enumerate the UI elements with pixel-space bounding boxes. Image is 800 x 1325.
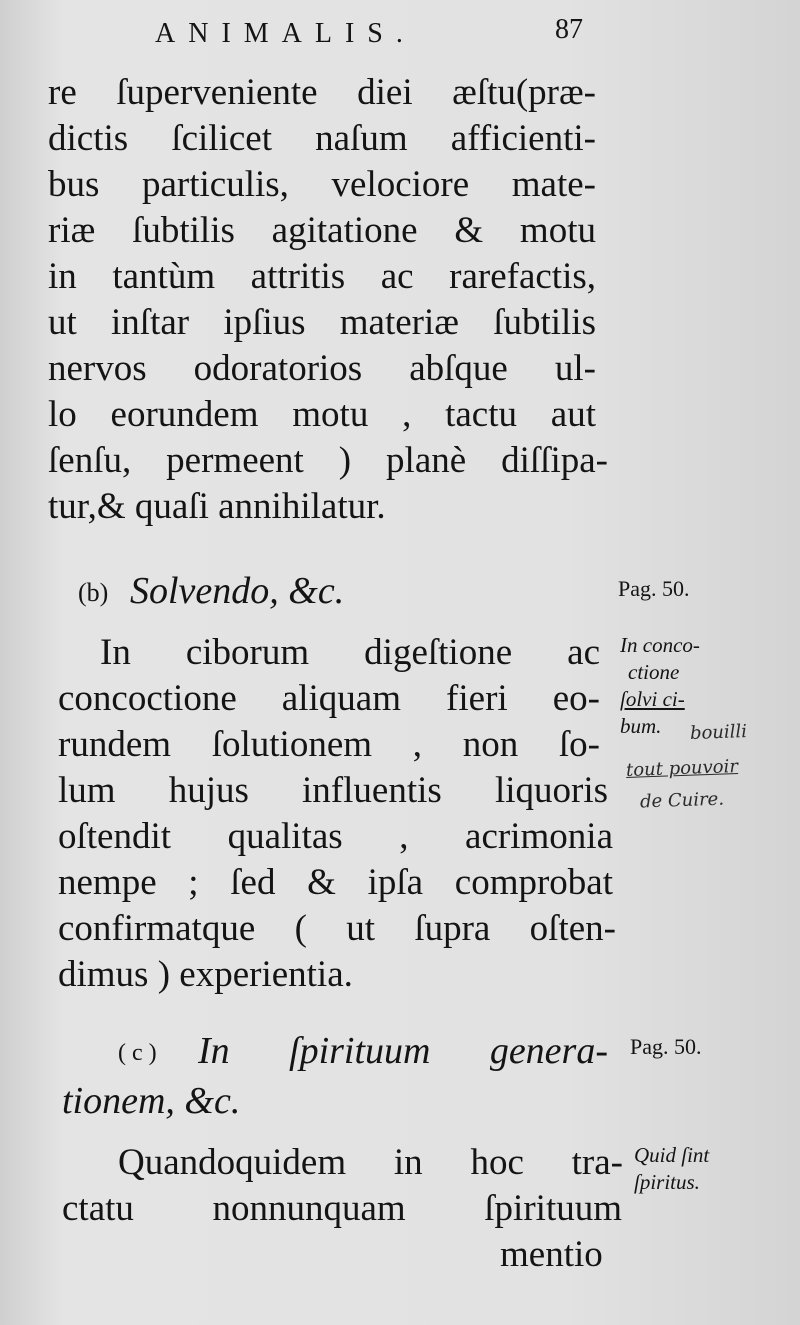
- text-line: re ſuperveniente diei æſtu(præ-: [48, 72, 596, 113]
- text-line: In ciborum digeſtione ac: [100, 632, 600, 673]
- margin-note-line: In conco-: [620, 633, 700, 657]
- text-line: rundem ſolutionem , non ſo-: [58, 724, 600, 765]
- handwritten-note-line: bouilli: [689, 721, 748, 744]
- text-line: ctatu nonnunquam ſpirituum: [62, 1188, 622, 1229]
- page-number: 87: [555, 14, 583, 45]
- text-line: dimus ) experientia.: [58, 954, 353, 995]
- margin-note-line: ſpiritus.: [634, 1170, 700, 1194]
- text-line: bus particulis, velociore mate-: [48, 164, 596, 205]
- text-line: lo eorundem motu , tactu aut: [48, 394, 596, 435]
- text-line: oſtendit qualitas , acrimonia: [58, 816, 613, 857]
- handwritten-note-line: tout pouvoir: [625, 756, 739, 781]
- text-line: mentio: [500, 1234, 603, 1275]
- text-line: lum hujus influentis liquoris: [58, 770, 608, 811]
- text-line: dictis ſcilicet naſum afficienti-: [48, 118, 596, 159]
- text-line: ut inſtar ipſius materiæ ſubtilis: [48, 302, 596, 343]
- text-line: ſenſu, permeent ) planè diſſipa-: [48, 440, 608, 481]
- text-line: tur,& quaſi annihilatur.: [48, 486, 386, 527]
- margin-note-line: ſolvi ci-: [620, 687, 685, 711]
- note-marker-b: (b): [78, 578, 109, 607]
- margin-note-line: bum.: [620, 714, 662, 738]
- margin-note-line: ctione: [628, 660, 680, 684]
- text-line: Quandoquidem in hoc tra-: [118, 1142, 623, 1183]
- text-line: riæ ſubtilis agitatione & motu: [48, 210, 596, 251]
- page-reference-c: Pag. 50.: [630, 1034, 702, 1059]
- note-marker-c: ( c ): [118, 1040, 157, 1066]
- section-c-heading-cont: tionem, &c.: [62, 1080, 241, 1122]
- text-line: nervos odoratorios abſque ul-: [48, 348, 596, 389]
- handwritten-note-line: de Cuire.: [639, 788, 725, 813]
- section-b-heading: Solvendo, &c.: [130, 570, 345, 612]
- section-c-heading: In ſpirituum genera-: [198, 1030, 608, 1072]
- running-title: ANIMALIS.: [155, 18, 416, 49]
- page-reference-b: Pag. 50.: [618, 576, 690, 601]
- margin-note-line: Quid ſint: [634, 1143, 710, 1167]
- text-line: nempe ; ſed & ipſa comprobat: [58, 862, 613, 903]
- text-line: confirmatque ( ut ſupra oſten-: [58, 908, 616, 949]
- text-line: concoctione aliquam fieri eo-: [58, 678, 600, 719]
- text-line: in tantùm attritis ac rarefactis,: [48, 256, 596, 297]
